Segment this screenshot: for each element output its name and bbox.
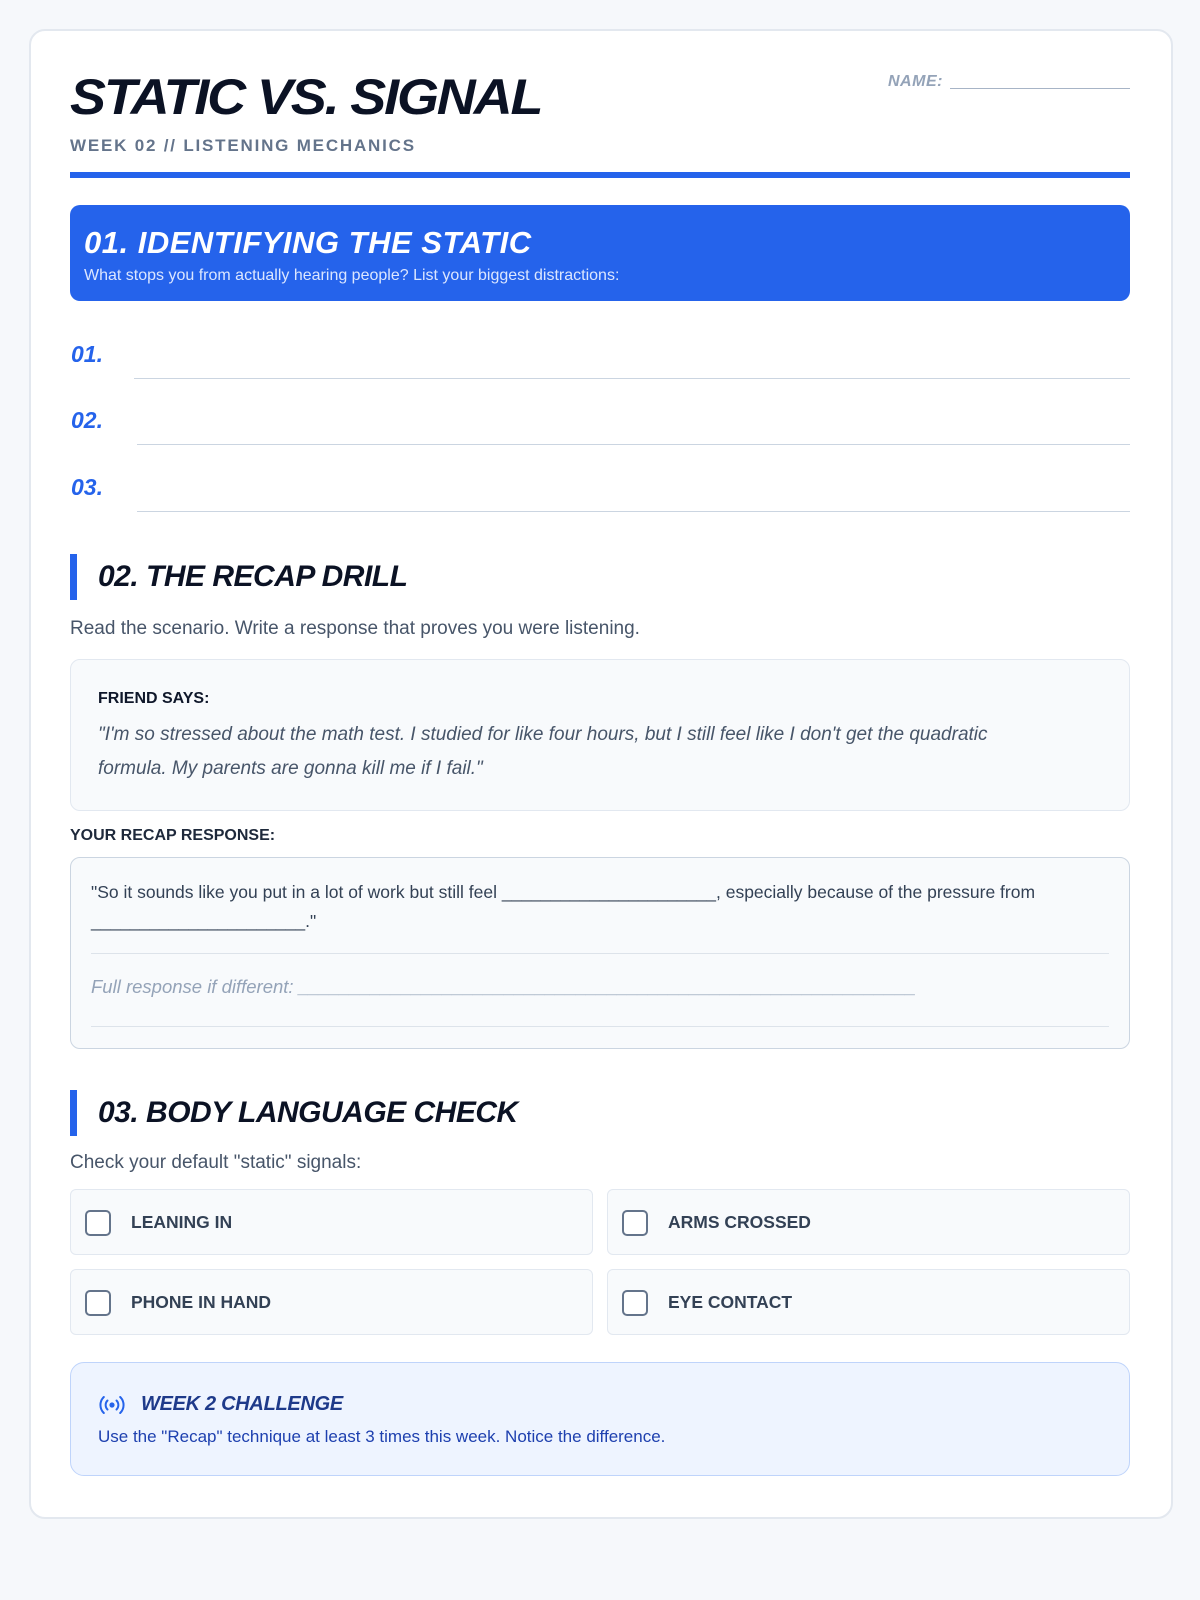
distraction-line-2[interactable]	[137, 444, 1130, 445]
checkbox[interactable]	[85, 1290, 111, 1316]
header-divider	[70, 172, 1130, 178]
checkbox[interactable]	[85, 1210, 111, 1236]
broadcast-icon	[98, 1393, 126, 1417]
checkbox-label: ARMS CROSSED	[668, 1212, 811, 1232]
challenge-title: WEEK 2 CHALLENGE	[141, 1393, 343, 1415]
distraction-number-2: 02.	[71, 407, 103, 433]
section-2-accent-bar	[70, 554, 77, 600]
checkbox-option-phone-in-hand[interactable]	[70, 1269, 593, 1335]
distraction-number-3: 03.	[71, 474, 103, 500]
friend-quote-box	[70, 659, 1130, 811]
recap-divider	[91, 953, 1109, 954]
section-1-title: 01. IDENTIFYING THE STATIC	[84, 225, 532, 260]
name-field[interactable]	[950, 88, 1130, 89]
friend-says-label: FRIEND SAYS:	[98, 690, 210, 707]
checkbox-option-leaning-in[interactable]	[70, 1189, 593, 1255]
name-label: NAME:	[888, 73, 943, 90]
recap-response-box[interactable]	[70, 857, 1130, 1049]
recap-template: "So it sounds like you put in a lot of work but still feel ______________________, especially because of the pressure from ______________________."	[91, 882, 1036, 931]
section-1-banner	[70, 205, 1130, 301]
section-3-title: 03. BODY LANGUAGE CHECK	[98, 1096, 518, 1129]
checkbox-label: LEANING IN	[131, 1212, 233, 1232]
checkbox-option-arms-crossed[interactable]	[607, 1189, 1130, 1255]
checkbox[interactable]	[622, 1210, 648, 1236]
checkbox[interactable]	[622, 1290, 648, 1316]
section-1-prompt: What stops you from actually hearing people? List your biggest distractions:	[84, 267, 620, 284]
distraction-number-1: 01.	[71, 341, 103, 367]
section-3-instruction: Check your default "static" signals:	[70, 1152, 362, 1173]
full-response-field[interactable]: Full response if different: ____________________________________________________________	[91, 976, 917, 997]
page-subtitle: WEEK 02 // LISTENING MECHANICS	[70, 136, 416, 155]
distraction-line-3[interactable]	[137, 511, 1130, 512]
checkbox-label: EYE CONTACT	[668, 1292, 793, 1312]
recap-response-label: YOUR RECAP RESPONSE:	[70, 827, 276, 844]
full-response-line[interactable]	[91, 1026, 1109, 1027]
section-2-instruction: Read the scenario. Write a response that proves you were listening.	[70, 618, 640, 639]
section-2-title: 02. THE RECAP DRILL	[98, 560, 408, 593]
checkbox-label: PHONE IN HAND	[131, 1292, 272, 1312]
page-title: STATIC VS. SIGNAL	[70, 69, 542, 125]
distraction-line-1[interactable]	[134, 378, 1130, 379]
challenge-text: Use the "Recap" technique at least 3 times this week. Notice the difference.	[98, 1427, 666, 1446]
section-3-accent-bar	[70, 1090, 77, 1136]
weekly-challenge-box	[70, 1362, 1130, 1476]
friend-quote: "I'm so stressed about the math test. I studied for like four hours, but I still feel like I don't get the quadratic formula. My parents are gonna kill me if I fail."	[98, 724, 988, 779]
checkbox-option-eye-contact[interactable]	[607, 1269, 1130, 1335]
